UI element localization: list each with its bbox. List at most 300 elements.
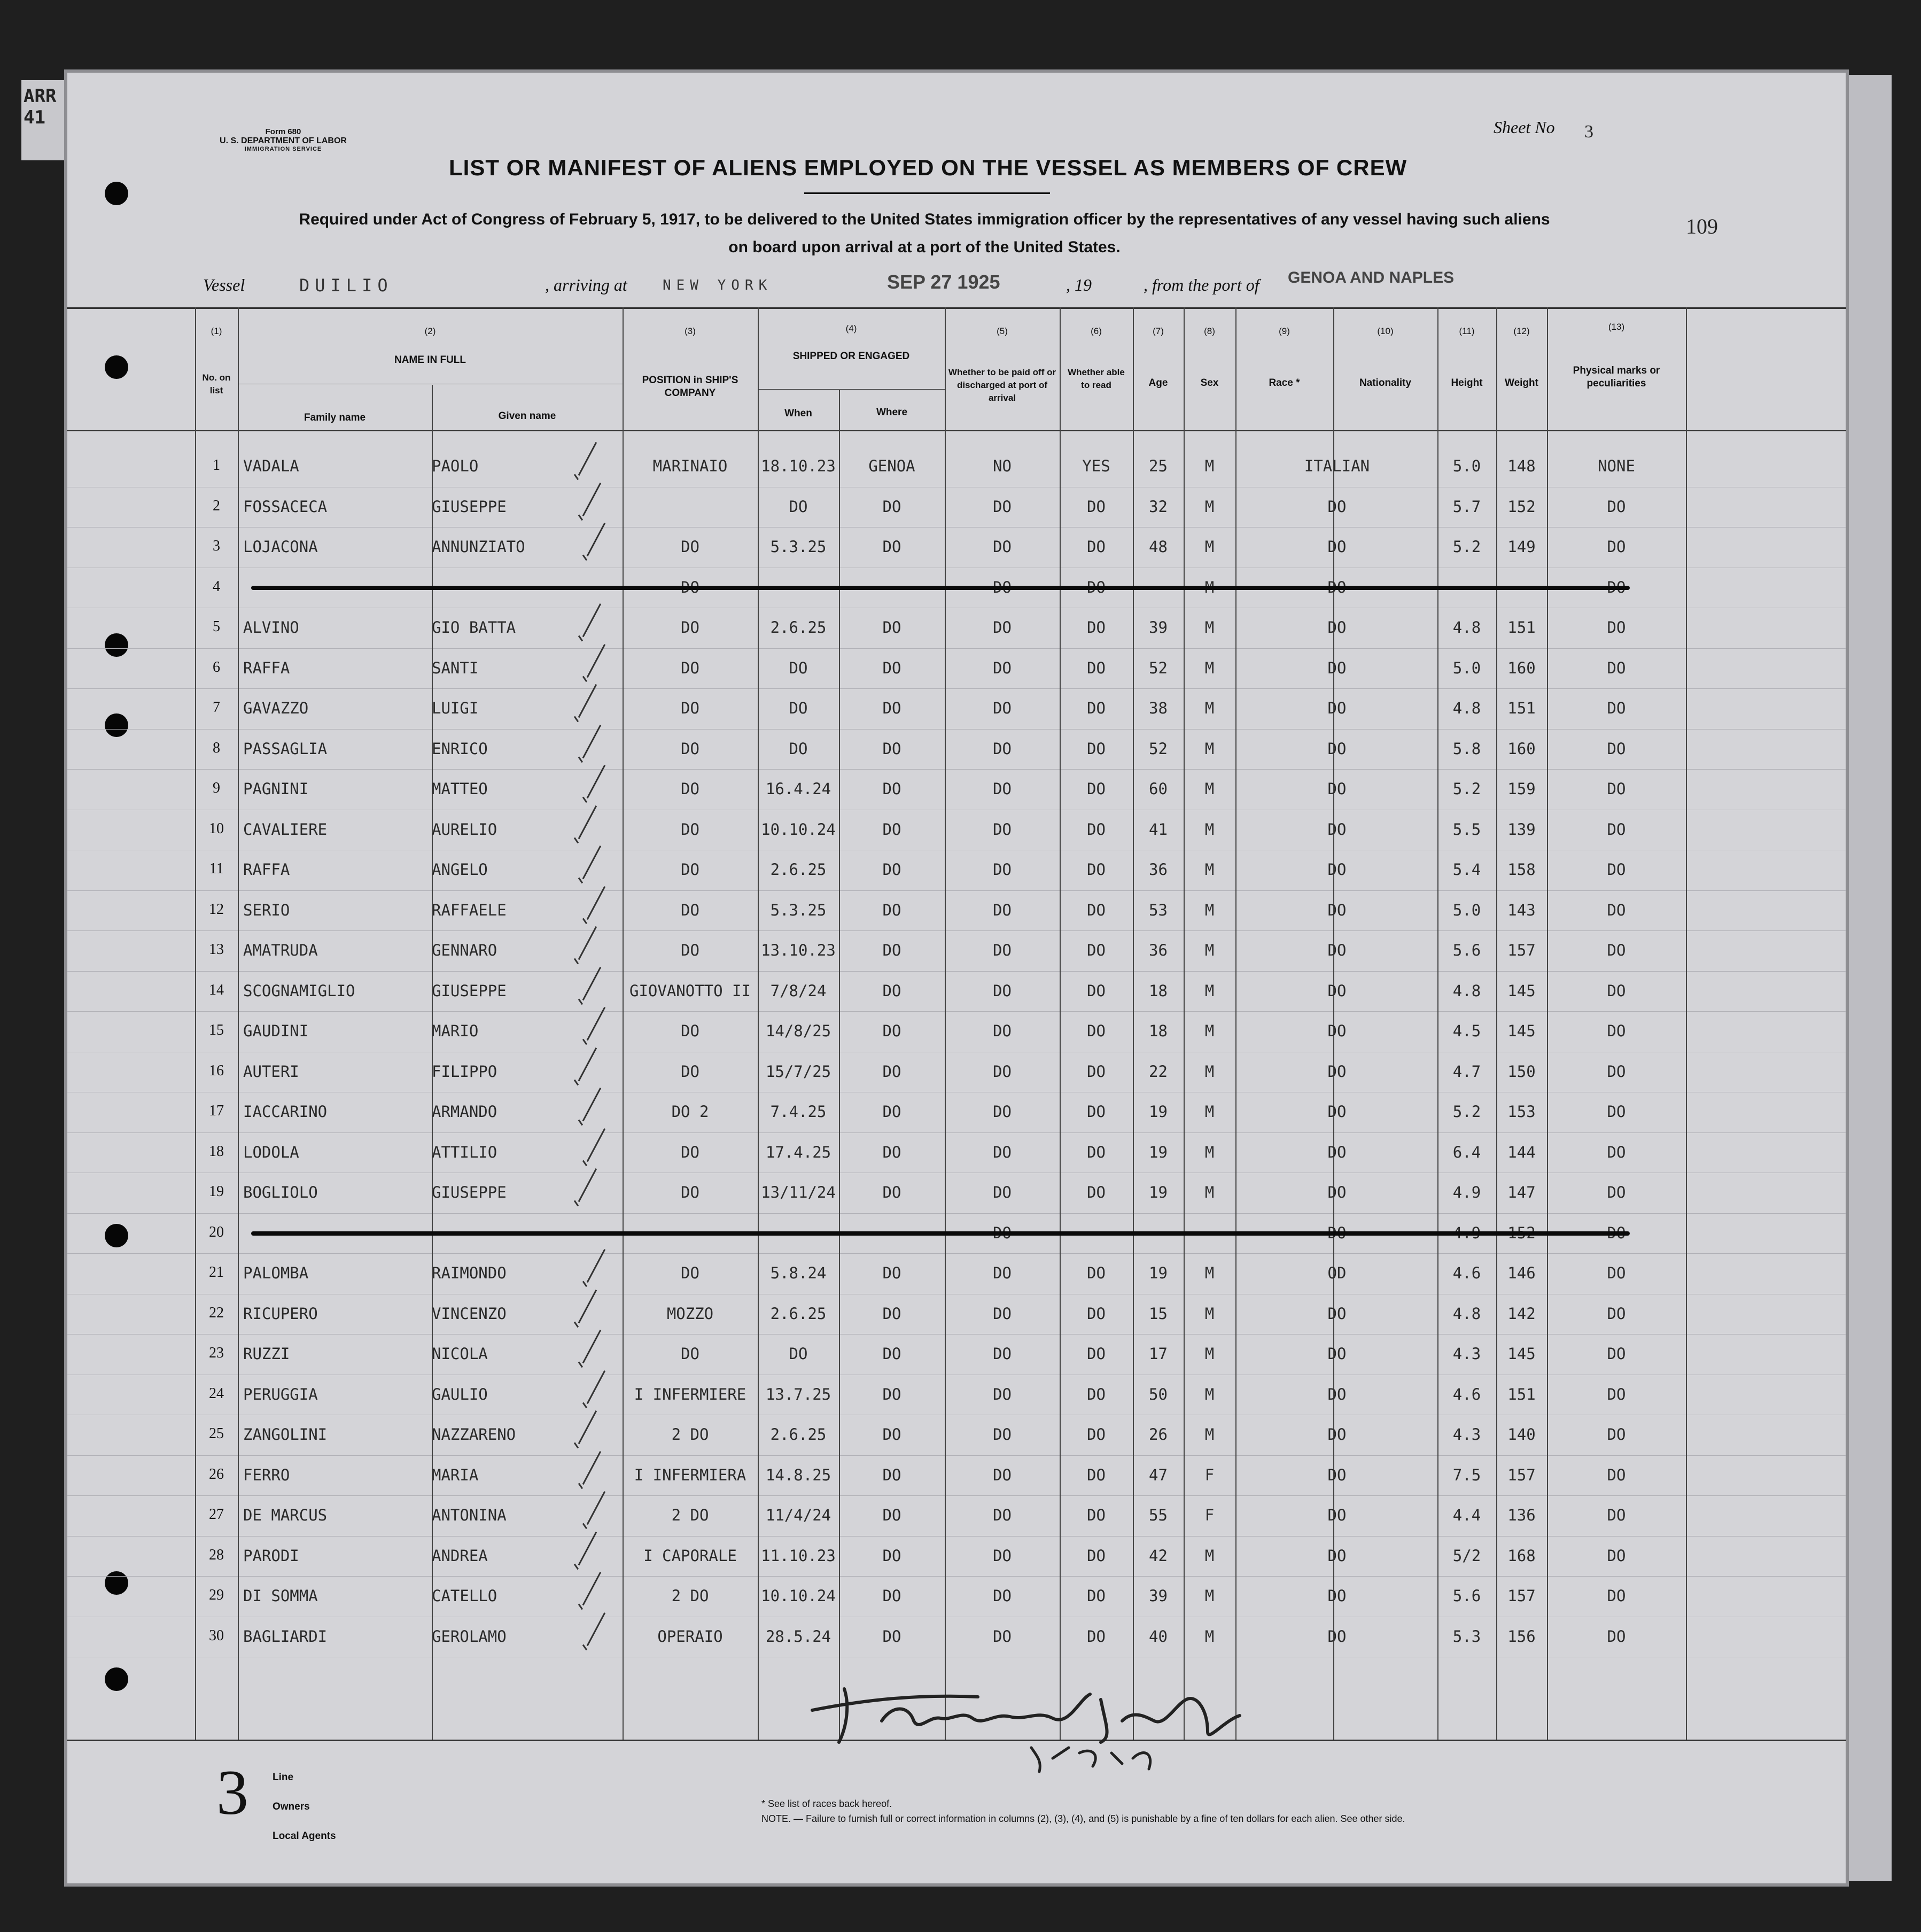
sex: M	[1204, 1183, 1215, 1201]
physical-marks: DO	[1607, 1425, 1626, 1444]
weight: 158	[1507, 860, 1536, 879]
height: 4.5	[1452, 1022, 1481, 1040]
sex: M	[1204, 1345, 1215, 1363]
given-name: RAFFAELE	[432, 901, 507, 919]
position: I INFERMIERA	[634, 1465, 746, 1484]
race: DO	[1327, 1385, 1347, 1403]
check-mark-icon	[574, 1409, 589, 1447]
binder-hole-icon	[105, 713, 128, 737]
given-name: GIUSEPPE	[432, 1183, 507, 1201]
given-name: RAIMONDO	[432, 1264, 507, 1282]
service-name: IMMIGRATION SERVICE	[244, 146, 322, 152]
position: DO	[681, 1345, 699, 1363]
col-header-able-to-read: Whether able to read	[1068, 367, 1125, 390]
paid-off: DO	[993, 538, 1012, 556]
age: 19	[1149, 1143, 1168, 1161]
row-rule	[67, 1011, 1846, 1012]
shipped-where: DO	[882, 820, 901, 839]
row-number: 15	[209, 1022, 224, 1038]
able-to-read: DO	[1087, 1062, 1106, 1081]
shipped-when: 5.3.25	[770, 538, 827, 556]
given-name: GIUSEPPE	[432, 497, 507, 516]
col-7-number: (7)	[1153, 326, 1164, 336]
weight: 151	[1507, 699, 1536, 717]
race: DO	[1327, 860, 1347, 879]
weight: 152	[1507, 497, 1536, 516]
physical-marks: DO	[1607, 618, 1626, 637]
title-underline	[804, 192, 1050, 194]
position: DO	[681, 618, 699, 637]
sex: M	[1204, 618, 1215, 637]
position: DO	[681, 1143, 699, 1161]
physical-marks: DO	[1607, 1385, 1626, 1403]
age: 52	[1149, 739, 1168, 758]
row-number: 8	[213, 739, 220, 756]
row-rule	[67, 1213, 1846, 1214]
binder-hole-icon	[105, 1571, 128, 1595]
age: 40	[1149, 1627, 1168, 1646]
family-name: RICUPERO	[243, 1304, 318, 1323]
shipped-where: DO	[882, 981, 901, 1000]
check-mark-icon	[583, 1248, 598, 1285]
col-header-when: When	[784, 408, 812, 419]
row-number: 11	[209, 860, 224, 877]
paid-off: DO	[993, 1587, 1012, 1605]
race: DO	[1327, 1143, 1347, 1161]
check-mark-icon	[583, 764, 598, 801]
sex: M	[1204, 1385, 1215, 1403]
check-mark-icon	[574, 683, 589, 720]
row-number: 28	[209, 1546, 224, 1563]
row-number: 23	[209, 1345, 224, 1361]
col-header-given-name: Given name	[498, 410, 556, 422]
weight: 147	[1507, 1183, 1536, 1201]
given-name: AURELIO	[432, 820, 497, 839]
shipped-when: 7/8/24	[770, 981, 827, 1000]
height: 4.4	[1452, 1506, 1481, 1524]
row-rule	[67, 1495, 1846, 1496]
family-name: AUTERI	[243, 1062, 299, 1081]
physical-marks: DO	[1607, 901, 1626, 919]
paid-off: DO	[993, 699, 1012, 717]
able-to-read: DO	[1087, 699, 1106, 717]
row-number: 4	[213, 578, 220, 595]
position: 2 DO	[671, 1587, 709, 1605]
family-name: PASSAGLIA	[243, 739, 328, 758]
given-name: MARIO	[432, 1022, 479, 1040]
family-name: PERUGGIA	[243, 1385, 318, 1403]
age: 36	[1149, 941, 1168, 959]
shipped-where: DO	[882, 1345, 901, 1363]
weight: 142	[1507, 1304, 1536, 1323]
position: GIOVANOTTO II	[629, 981, 751, 1000]
check-mark-icon	[574, 1289, 589, 1326]
sex: M	[1204, 699, 1215, 717]
able-to-read: DO	[1087, 658, 1106, 677]
row-number: 20	[209, 1223, 224, 1240]
weight: 151	[1507, 1385, 1536, 1403]
shipped-when: 13/11/24	[761, 1183, 836, 1201]
check-mark-icon	[574, 441, 589, 478]
physical-marks: DO	[1607, 739, 1626, 758]
col-2-number: (2)	[424, 326, 436, 336]
col-header-height: Height	[1451, 377, 1483, 389]
weight: 159	[1507, 780, 1536, 798]
check-mark-icon	[574, 1046, 589, 1084]
weight: 151	[1507, 618, 1536, 637]
height: 5.2	[1452, 538, 1481, 556]
physical-marks: DO	[1607, 780, 1626, 798]
position: MARINAIO	[652, 457, 728, 475]
given-name: PAOLO	[432, 457, 479, 475]
weight: 145	[1507, 1345, 1536, 1363]
strike-through-line	[251, 1231, 1630, 1236]
race: DO	[1327, 1062, 1347, 1081]
age: 19	[1149, 1264, 1168, 1282]
paid-off: DO	[993, 1627, 1012, 1646]
able-to-read: DO	[1087, 860, 1106, 879]
manifest-page	[64, 69, 1849, 1887]
sex: M	[1204, 1062, 1215, 1081]
arriving-port: NEW YORK	[663, 277, 773, 293]
row-number: 18	[209, 1143, 224, 1160]
shipped-where: DO	[882, 658, 901, 677]
position: DO	[681, 780, 699, 798]
family-name: BOGLIOLO	[243, 1183, 318, 1201]
height: 5.5	[1452, 820, 1481, 839]
paid-off: DO	[993, 1062, 1012, 1081]
check-mark-icon	[579, 482, 594, 519]
check-mark-icon	[583, 1127, 598, 1165]
arriving-label: , arriving at	[545, 275, 627, 294]
able-to-read: DO	[1087, 1183, 1106, 1201]
col-12-number: (12)	[1513, 326, 1530, 336]
col-5-number: (5)	[997, 326, 1008, 336]
paid-off: DO	[993, 1506, 1012, 1524]
able-to-read: DO	[1087, 1143, 1106, 1161]
table-header-rule	[67, 430, 1846, 431]
family-name: CAVALIERE	[243, 820, 328, 839]
shipped-where: DO	[882, 699, 901, 717]
check-mark-icon	[579, 724, 594, 761]
row-number: 14	[209, 981, 224, 998]
family-name: RAFFA	[243, 860, 290, 879]
binder-tab-label: ARR 41	[24, 86, 57, 128]
weight: 144	[1507, 1143, 1536, 1161]
weight: 143	[1507, 901, 1536, 919]
weight: 140	[1507, 1425, 1536, 1444]
age: 39	[1149, 618, 1168, 637]
race: DO	[1327, 1465, 1347, 1484]
paid-off: DO	[993, 497, 1012, 516]
col-13-number: (13)	[1608, 322, 1625, 332]
age: 42	[1149, 1546, 1168, 1565]
family-name: SCOGNAMIGLIO	[243, 981, 355, 1000]
paid-off: DO	[993, 618, 1012, 637]
given-name: FILIPPO	[432, 1062, 497, 1081]
penalty-note: NOTE. — Failure to furnish full or correct information in columns (2), (3), (4), and (5) is punishable by a fine of ten dollars for each alien. See other side.	[761, 1813, 1405, 1824]
year-label: , 19	[1066, 275, 1092, 294]
race: DO	[1327, 1304, 1347, 1323]
sex: M	[1204, 497, 1215, 516]
sex: M	[1204, 860, 1215, 879]
position: DO	[681, 739, 699, 758]
shipped-when: DO	[789, 1345, 808, 1363]
physical-marks: DO	[1607, 1183, 1626, 1201]
shipped-when: 11.10.23	[761, 1546, 836, 1565]
shipped-when: 10.10.24	[761, 1587, 836, 1605]
check-mark-icon	[579, 1087, 594, 1124]
row-number: 27	[209, 1506, 224, 1523]
position: DO	[681, 1264, 699, 1282]
shipped-where: DO	[882, 497, 901, 516]
given-name: VINCENZO	[432, 1304, 507, 1323]
shipped-where: DO	[882, 1546, 901, 1565]
subtitle-line-1: Required under Act of Congress of February 5, 1917, to be delivered to the United States immigration officer by the representatives of any vessel having such aliens	[299, 211, 1550, 228]
col-header-weight: Weight	[1505, 377, 1538, 389]
row-rule	[67, 769, 1846, 770]
check-mark-icon	[574, 925, 589, 963]
shipped-when: 10.10.24	[761, 820, 836, 839]
shipped-where: DO	[882, 1103, 901, 1121]
sex: M	[1204, 739, 1215, 758]
shipped-where: DO	[882, 618, 901, 637]
sex: M	[1204, 981, 1215, 1000]
race: DO	[1327, 497, 1347, 516]
shipped-when: 5.8.24	[770, 1264, 827, 1282]
position: OPERAIO	[657, 1627, 723, 1646]
paid-off: DO	[993, 780, 1012, 798]
family-name: LODOLA	[243, 1143, 299, 1161]
height: 6.4	[1452, 1143, 1481, 1161]
position: 2 DO	[671, 1425, 709, 1444]
age: 38	[1149, 699, 1168, 717]
shipped-when: 17.4.25	[765, 1143, 831, 1161]
able-to-read: DO	[1087, 820, 1106, 839]
able-to-read: YES	[1082, 457, 1110, 475]
row-number: 16	[209, 1062, 224, 1079]
col-header-shipped-engaged: SHIPPED OR ENGAGED	[792, 351, 910, 362]
able-to-read: DO	[1087, 981, 1106, 1000]
age: 52	[1149, 658, 1168, 677]
shipped-when: 28.5.24	[765, 1627, 831, 1646]
height: 4.3	[1452, 1345, 1481, 1363]
family-name: DI SOMMA	[243, 1587, 318, 1605]
weight: 145	[1507, 981, 1536, 1000]
age: 32	[1149, 497, 1168, 516]
able-to-read: DO	[1087, 1103, 1106, 1121]
position: DO	[681, 1062, 699, 1081]
shipped-where: DO	[882, 538, 901, 556]
race: DO	[1327, 739, 1347, 758]
sex: M	[1204, 1264, 1215, 1282]
height: 5.8	[1452, 739, 1481, 758]
position: DO	[681, 860, 699, 879]
owners-label: Owners	[273, 1801, 310, 1812]
vessel-line	[203, 269, 1656, 302]
check-mark-icon	[574, 1167, 589, 1205]
height: 5.6	[1452, 1587, 1481, 1605]
row-rule	[67, 1536, 1846, 1537]
sex: M	[1204, 1425, 1215, 1444]
col-9-number: (9)	[1279, 326, 1290, 336]
shipped-where: DO	[882, 1506, 901, 1524]
age: 26	[1149, 1425, 1168, 1444]
age: 22	[1149, 1062, 1168, 1081]
weight: 157	[1507, 1587, 1536, 1605]
given-name: ARMANDO	[432, 1103, 497, 1121]
sex: M	[1204, 901, 1215, 919]
col-8-number: (8)	[1204, 326, 1215, 336]
able-to-read: DO	[1087, 1264, 1106, 1282]
binder-hole-icon	[105, 182, 128, 205]
row-rule	[67, 1455, 1846, 1456]
position: DO	[681, 658, 699, 677]
able-to-read: DO	[1087, 1022, 1106, 1040]
physical-marks: DO	[1607, 1264, 1626, 1282]
able-to-read: DO	[1087, 1627, 1106, 1646]
age: 18	[1149, 981, 1168, 1000]
row-number: 30	[209, 1627, 224, 1644]
arrival-date-stamp: SEP 27 1925	[887, 271, 1000, 293]
family-name: RUZZI	[243, 1345, 290, 1363]
row-rule	[67, 688, 1846, 689]
row-number: 17	[209, 1103, 224, 1119]
row-number: 12	[209, 901, 224, 918]
from-port: GENOA AND NAPLES	[1288, 269, 1455, 286]
shipped-where: DO	[882, 1425, 901, 1444]
height: 4.3	[1452, 1425, 1481, 1444]
shipped-when: 2.6.25	[770, 1425, 827, 1444]
row-number: 10	[209, 820, 224, 837]
family-name: SERIO	[243, 901, 290, 919]
position: DO 2	[671, 1103, 709, 1121]
check-mark-icon	[574, 1531, 589, 1568]
binder-tab	[21, 80, 64, 160]
sex: M	[1204, 1143, 1215, 1161]
height: 5/2	[1452, 1546, 1481, 1565]
age: 55	[1149, 1506, 1168, 1524]
check-mark-icon	[579, 966, 594, 1003]
weight: 168	[1507, 1546, 1536, 1565]
shipped-where: DO	[882, 860, 901, 879]
col-header-age: Age	[1148, 377, 1168, 389]
paid-off: DO	[993, 820, 1012, 839]
height: 4.9	[1452, 1183, 1481, 1201]
weight: 146	[1507, 1264, 1536, 1282]
sheet-label: Sheet No	[1494, 118, 1555, 137]
family-name: VADALA	[243, 457, 299, 475]
sex: M	[1204, 820, 1215, 839]
height: 4.7	[1452, 1062, 1481, 1081]
shipped-when: 2.6.25	[770, 618, 827, 637]
family-name: FOSSACECA	[243, 497, 328, 516]
height: 5.7	[1452, 497, 1481, 516]
page-title: LIST OR MANIFEST OF ALIENS EMPLOYED ON THE VESSEL AS MEMBERS OF CREW	[449, 155, 1407, 180]
family-name: FERRO	[243, 1465, 290, 1484]
paid-off: NO	[993, 457, 1012, 475]
check-mark-icon	[583, 1611, 598, 1649]
check-mark-icon	[583, 885, 598, 922]
weight: 160	[1507, 658, 1536, 677]
shipped-where: DO	[882, 780, 901, 798]
position: DO	[681, 941, 699, 959]
family-name: DE MARCUS	[243, 1506, 328, 1524]
shipped-where: DO	[882, 1264, 901, 1282]
sex: M	[1204, 1022, 1215, 1040]
col-header-paid-off: Whether to be paid off or discharged at port of arrival	[948, 367, 1056, 403]
physical-marks: DO	[1607, 658, 1626, 677]
physical-marks: DO	[1607, 1465, 1626, 1484]
strike-through-line	[251, 586, 1630, 590]
check-mark-icon	[583, 1490, 598, 1527]
family-name: BAGLIARDI	[243, 1627, 328, 1646]
row-number: 26	[209, 1465, 224, 1483]
page-subtitle	[203, 206, 1646, 261]
col-header-where: Where	[876, 407, 908, 418]
given-name: ANDREA	[432, 1546, 488, 1565]
height: 4.8	[1452, 981, 1481, 1000]
shipped-when: 11/4/24	[765, 1506, 831, 1524]
able-to-read: DO	[1087, 1425, 1106, 1444]
paid-off: DO	[993, 1022, 1012, 1040]
age: 47	[1149, 1465, 1168, 1484]
given-name: GAULIO	[432, 1385, 488, 1403]
shipped-where: DO	[882, 1183, 901, 1201]
given-name: NICOLA	[432, 1345, 488, 1363]
weight: 150	[1507, 1062, 1536, 1081]
physical-marks: DO	[1607, 1587, 1626, 1605]
col-header-name-in-full: NAME IN FULL	[394, 354, 466, 366]
race: DO	[1327, 1103, 1347, 1121]
sex: M	[1204, 538, 1215, 556]
sex: M	[1204, 1587, 1215, 1605]
row-number: 3	[213, 538, 220, 554]
row-number: 9	[213, 780, 220, 796]
position: DO	[681, 538, 699, 556]
height: 5.4	[1452, 860, 1481, 879]
race: DO	[1327, 1506, 1347, 1524]
age: 17	[1149, 1345, 1168, 1363]
race-footnote: * See list of races back hereof.	[761, 1798, 892, 1809]
row-number: 25	[209, 1425, 224, 1442]
form-number: Form 680	[265, 127, 301, 136]
race: OD	[1327, 1264, 1347, 1282]
able-to-read: DO	[1087, 1304, 1106, 1323]
sex: F	[1204, 1465, 1215, 1484]
weight: 136	[1507, 1506, 1536, 1524]
shipped-when: DO	[789, 699, 808, 717]
col-4-number: (4)	[845, 323, 857, 333]
paid-off: DO	[993, 941, 1012, 959]
age: 48	[1149, 538, 1168, 556]
row-number: 21	[209, 1264, 224, 1281]
shipped-when: DO	[789, 739, 808, 758]
col-header-race: Race *	[1269, 377, 1300, 389]
shipped-when: 2.6.25	[770, 860, 827, 879]
check-mark-icon	[579, 602, 594, 640]
paid-off: DO	[993, 1546, 1012, 1565]
race: DO	[1327, 658, 1347, 677]
family-name: GAUDINI	[243, 1022, 309, 1040]
family-name: PALOMBA	[243, 1264, 309, 1282]
form-identifier	[203, 127, 363, 152]
row-rule	[67, 729, 1846, 730]
race: DO	[1327, 538, 1347, 556]
physical-marks: DO	[1607, 1143, 1626, 1161]
shipped-where: DO	[882, 739, 901, 758]
adjacent-page-edge	[1844, 75, 1892, 1881]
